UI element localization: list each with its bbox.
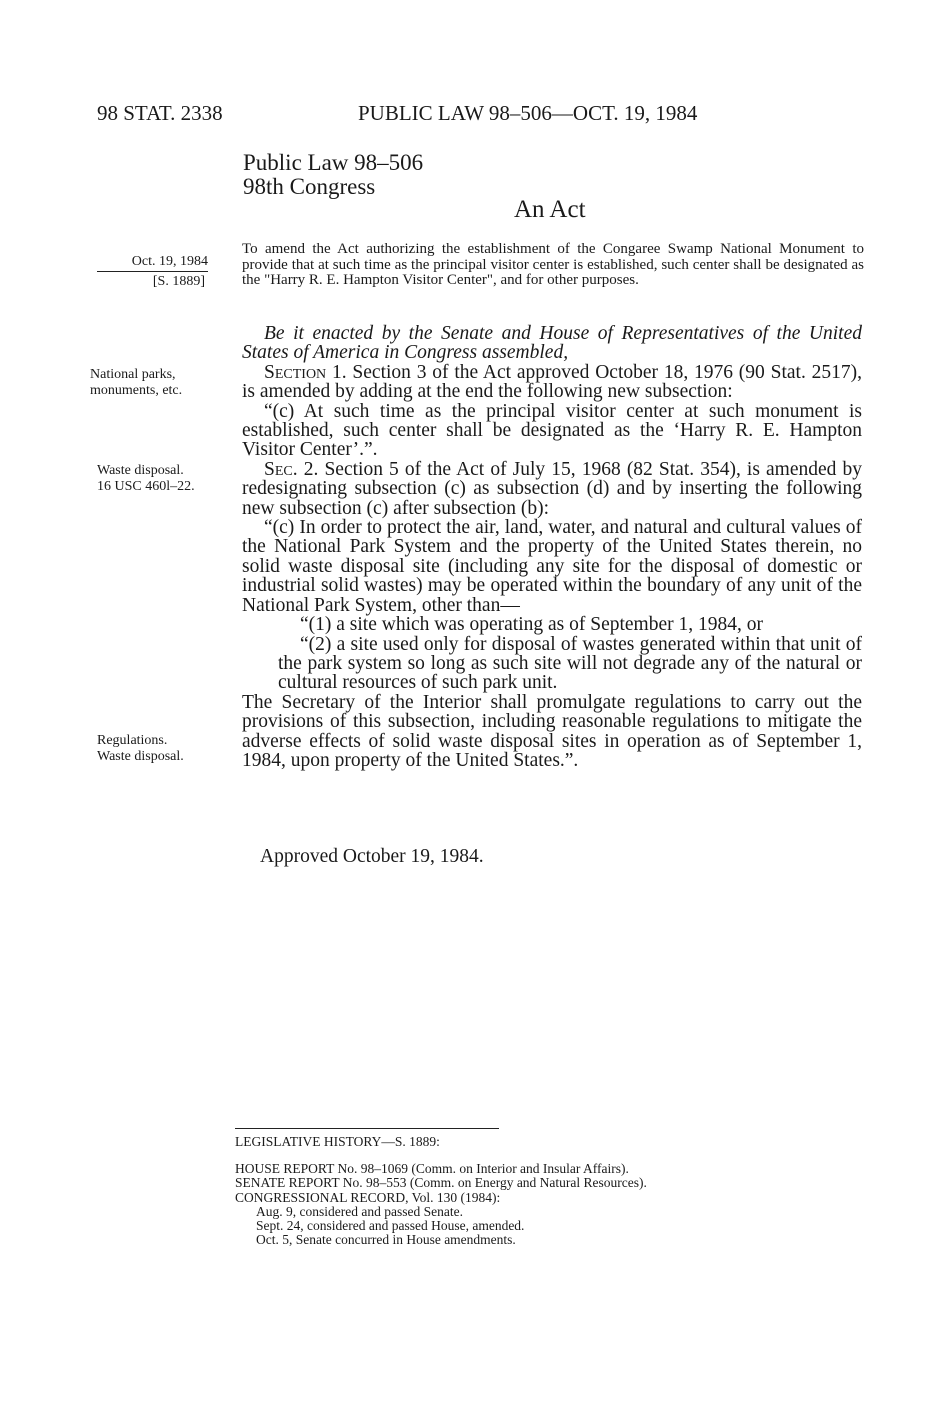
margin-note-citation: 16 USC 460l–22. <box>97 479 195 494</box>
margin-note-line: Waste disposal. <box>97 749 184 764</box>
section-1-quote: “(c) At such time as the principal visitor center at such monument is established, such center shall be designated as the ‘Harry R. E. Hampton Visitor Center’.”. <box>242 400 862 461</box>
act-heading: An Act <box>514 196 586 223</box>
margin-bill-number: [S. 1889] <box>152 274 205 289</box>
section-2-quote: “(c) In order to protect the air, land, water, and natural and cultural values of the National Park System and the property of the United States therein, no solid waste disposal site (including any site for the disposal of domestic or industrial solid wastes) may be operated within the boundary of any unit of the National Park System, other than— <box>242 517 862 616</box>
margin-note-regulations <box>97 733 227 765</box>
act-body <box>242 324 862 770</box>
paragraph-item-2: “(2) a site used only for disposal of wastes generated within that unit of the park system so long as such site will not degrade any of the natural or cultural resources of such park unit. <box>278 633 862 694</box>
act-purpose: To amend the Act authorizing the establishment of the Congaree Swamp National Monument to provide that at such time as the principal visitor center is established, such center shall be designated as the "Harry R. E. Hampton Visitor Center", and for other purposes. <box>242 241 864 288</box>
margin-note-line: Waste disposal. <box>97 463 184 478</box>
house-report: HOUSE REPORT No. 98–1069 (Comm. on Interior and Insular Affairs). <box>235 1161 629 1177</box>
congress-label: 98th Congress <box>243 174 376 199</box>
section-1 <box>242 363 862 402</box>
margin-note-waste-disposal <box>97 463 227 495</box>
footnote-divider <box>235 1128 499 1129</box>
legislative-history-heading: LEGISLATIVE HISTORY—S. 1889: <box>235 1134 440 1149</box>
section-text: 2. Section 5 of the Act of July 15, 1968 (82 Stat. 354), is amended by redesignating subsection (c) as subsection (d) and by inserting the following new subsection (c) after subsection (b): <box>242 458 863 519</box>
enacting-clause: Be it enacted by the Senate and House of Representatives of the United States of America in Congress assembled, <box>242 323 862 364</box>
congressional-record: CONGRESSIONAL RECORD, Vol. 130 (1984): <box>235 1189 501 1205</box>
senate-report: SENATE REPORT No. 98–553 (Comm. on Energy and Natural Resources). <box>235 1175 647 1191</box>
margin-note-line: Regulations. <box>97 733 168 748</box>
paragraph-item-1: “(1) a site which was operating as of September 1, 1984, or <box>300 614 763 636</box>
legislative-history <box>235 1135 647 1247</box>
history-entry: Sept. 24, considered and passed House, amended. <box>256 1218 525 1234</box>
running-title-header: PUBLIC LAW 98–506—OCT. 19, 1984 <box>358 101 698 125</box>
section-label: Section <box>264 361 327 383</box>
margin-note-line: National parks, <box>90 367 176 382</box>
section-2 <box>242 460 862 518</box>
approval-date: Approved October 19, 1984. <box>260 846 484 867</box>
margin-note-line: monuments, etc. <box>90 383 183 398</box>
secretary-clause: The Secretary of the Interior shall promulgate regulations to carry out the provisions of this subsection, including reasonable regulations to mitigate the adverse effects of solid waste disposal sites in operation as of September 1, 1984, upon property of the United States.”. <box>242 691 862 771</box>
section-text: 1. Section 3 of the Act approved October 18, 1976 (90 Stat. 2517), is amended by adding at the end the following new subsection: <box>242 361 862 403</box>
public-law-number: Public Law 98–506 <box>243 150 424 175</box>
history-entry: Oct. 5, Senate concurred in House amendments. <box>256 1232 516 1248</box>
margin-date: Oct. 19, 1984 <box>97 254 208 272</box>
section-label: Sec. <box>264 458 298 480</box>
margin-note-national-parks <box>90 367 220 399</box>
page-number-header: 98 STAT. 2338 <box>97 101 223 125</box>
history-entry: Aug. 9, considered and passed Senate. <box>256 1203 463 1219</box>
